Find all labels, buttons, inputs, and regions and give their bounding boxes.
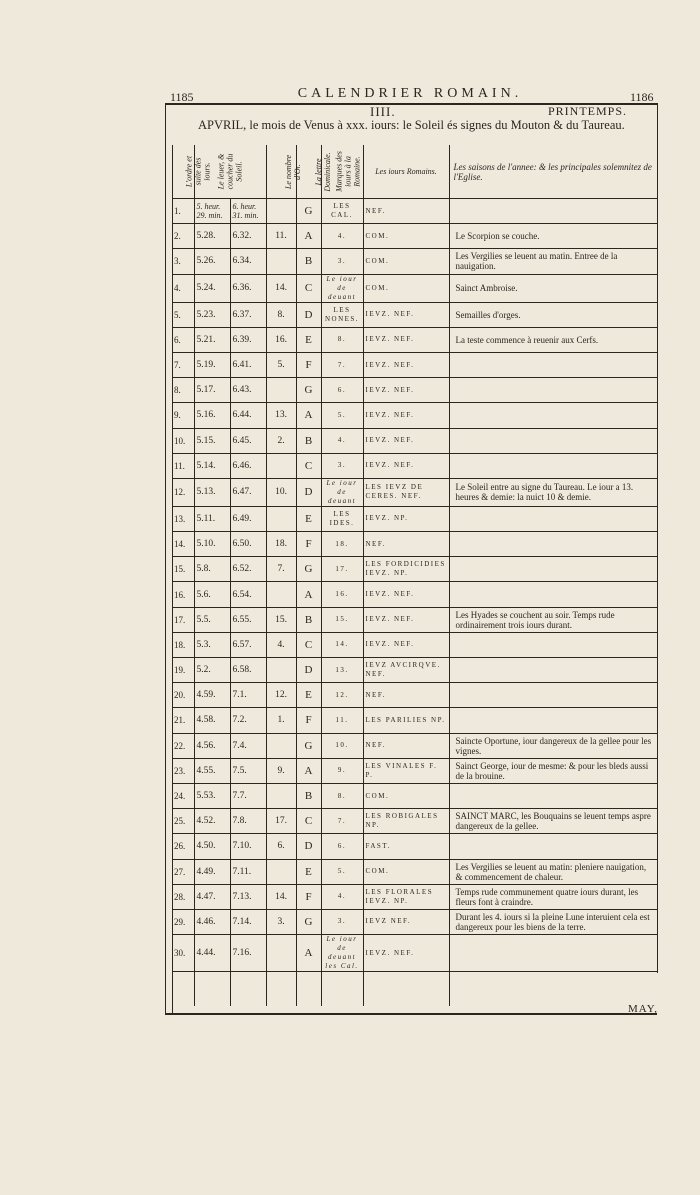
sunset-cell: 6.58.	[230, 658, 266, 683]
golden-number-cell: 4.	[266, 632, 296, 657]
golden-number-cell	[266, 453, 296, 478]
sunset-cell: 6.49.	[230, 506, 266, 531]
dominical-letter-cell: A	[296, 224, 321, 249]
sunset-cell: 6.55.	[230, 607, 266, 632]
golden-number-cell: 5.	[266, 352, 296, 377]
dominical-letter-cell: A	[296, 758, 321, 783]
dominical-letter-cell: G	[296, 909, 321, 934]
roman-mark-cell: 5.	[321, 403, 363, 428]
month-heading: APVRIL, le mois de Venus à xxx. iours: le Soleil és signes du Mouton & du Taureau.	[198, 118, 625, 132]
season-note-cell	[449, 632, 657, 657]
roman-mark-cell: Le iour de deuant les Cal.	[321, 935, 363, 972]
dominical-letter-cell: E	[296, 859, 321, 884]
season-note-cell	[449, 403, 657, 428]
table-row	[172, 884, 657, 909]
golden-number-cell	[266, 378, 296, 403]
golden-number-cell: 14.	[266, 884, 296, 909]
table-row	[172, 199, 657, 224]
roman-day-cell: IEVZ AVCIRQVE. NEF.	[363, 658, 449, 683]
blank-cell	[172, 972, 194, 1007]
table-row	[172, 809, 657, 834]
dominical-letter-cell: G	[296, 378, 321, 403]
season-note-cell	[449, 532, 657, 557]
blank-cell	[266, 972, 296, 1007]
golden-number-cell: 16.	[266, 327, 296, 352]
right-border	[657, 103, 658, 973]
table-row	[172, 582, 657, 607]
sunrise-cell: 5. heur. 29. min.	[194, 199, 230, 224]
roman-mark-cell: 14.	[321, 632, 363, 657]
dominical-letter-cell: G	[296, 557, 321, 582]
dominical-letter-cell: B	[296, 249, 321, 274]
dominical-letter-cell: A	[296, 582, 321, 607]
sunset-cell: 6.57.	[230, 632, 266, 657]
golden-number-cell: 18.	[266, 532, 296, 557]
sunrise-cell: 4.44.	[194, 935, 230, 972]
season-note-cell: Les Hyades se couchent au soir. Temps rude ordinairement trois iours durant.	[449, 607, 657, 632]
catchword: MAY,	[628, 1003, 658, 1015]
roman-mark-cell: 18.	[321, 532, 363, 557]
season-note-cell: Les Vergilies se leuent au matin: pleniere nauigation, & commencement de chaleur.	[449, 859, 657, 884]
roman-mark-cell: 10.	[321, 733, 363, 758]
roman-mark-cell: LES NONES.	[321, 302, 363, 327]
sunset-cell: 7.1.	[230, 683, 266, 708]
table-row	[172, 733, 657, 758]
roman-day-cell: LES FLORALES IEVZ. NP.	[363, 884, 449, 909]
table-row	[172, 532, 657, 557]
blank-cell	[194, 972, 230, 1007]
sunrise-cell: 5.17.	[194, 378, 230, 403]
day-number-cell: 18.	[172, 632, 194, 657]
dominical-letter-cell: E	[296, 506, 321, 531]
table-row	[172, 658, 657, 683]
roman-day-cell: IEVZ. NEF.	[363, 453, 449, 478]
sunrise-cell: 5.8.	[194, 557, 230, 582]
day-number-cell: 7.	[172, 352, 194, 377]
dominical-letter-cell: C	[296, 274, 321, 302]
month-number: IIII.	[370, 104, 396, 119]
season-note-cell	[449, 658, 657, 683]
sunrise-cell: 4.59.	[194, 683, 230, 708]
table-row	[172, 378, 657, 403]
day-number-cell: 10.	[172, 428, 194, 453]
day-number-cell: 12.	[172, 478, 194, 506]
roman-mark-cell: 6.	[321, 378, 363, 403]
left-border	[165, 103, 166, 1015]
season-note-cell: Le Soleil entre au signe du Taureau. Le iour a 13. heures & demie: la nuict 10 & demie.	[449, 478, 657, 506]
roman-mark-cell: 9.	[321, 758, 363, 783]
golden-number-cell: 2.	[266, 428, 296, 453]
roman-mark-cell: 5.	[321, 859, 363, 884]
roman-day-cell: LES ROBIGALES NP.	[363, 809, 449, 834]
roman-mark-cell: 12.	[321, 683, 363, 708]
roman-day-cell: IEVZ. NP.	[363, 506, 449, 531]
sunset-cell: 6.46.	[230, 453, 266, 478]
sunrise-cell: 5.23.	[194, 302, 230, 327]
sunset-cell: 7.13.	[230, 884, 266, 909]
col-header-sun: Le leuer, & coucher du Soleil.	[194, 145, 266, 199]
page-number-right: 1186	[630, 90, 654, 104]
season-note-cell	[449, 557, 657, 582]
dominical-letter-cell: C	[296, 453, 321, 478]
dominical-letter-cell: B	[296, 783, 321, 808]
day-number-cell: 27.	[172, 859, 194, 884]
golden-number-cell	[266, 783, 296, 808]
dominical-letter-cell: F	[296, 884, 321, 909]
day-number-cell: 20.	[172, 683, 194, 708]
blank-cell	[296, 972, 321, 1007]
col-header-letter: La lettre Dominicale.	[296, 145, 321, 199]
col-header-roman: Les iours Romains.	[363, 145, 449, 199]
day-number-cell: 11.	[172, 453, 194, 478]
dominical-letter-cell: B	[296, 607, 321, 632]
roman-mark-cell: 3.	[321, 909, 363, 934]
dominical-letter-cell: C	[296, 632, 321, 657]
roman-day-cell: NEF.	[363, 733, 449, 758]
roman-mark-cell: 6.	[321, 834, 363, 859]
season-note-cell	[449, 352, 657, 377]
season-label: PRINTEMPS.	[548, 104, 628, 118]
golden-number-cell: 8.	[266, 302, 296, 327]
roman-day-cell: NEF.	[363, 683, 449, 708]
dominical-letter-cell: F	[296, 532, 321, 557]
table-row	[172, 909, 657, 934]
sunrise-cell: 5.19.	[194, 352, 230, 377]
sunrise-cell: 5.13.	[194, 478, 230, 506]
golden-number-cell: 12.	[266, 683, 296, 708]
golden-number-cell: 6.	[266, 834, 296, 859]
col-header-day: L'ordre et suite des iours.	[172, 145, 194, 199]
roman-day-cell: NEF.	[363, 199, 449, 224]
roman-mark-cell: 8.	[321, 783, 363, 808]
season-note-cell	[449, 834, 657, 859]
sunrise-cell: 5.24.	[194, 274, 230, 302]
roman-day-cell: IEVZ. NEF.	[363, 352, 449, 377]
day-number-cell: 6.	[172, 327, 194, 352]
roman-day-cell: FAST.	[363, 834, 449, 859]
roman-day-cell: COM.	[363, 274, 449, 302]
roman-day-cell: IEVZ. NEF.	[363, 428, 449, 453]
season-note-cell: SAINCT MARC, les Bouquains se leuent temps aspre dangereux de la gellee.	[449, 809, 657, 834]
day-number-cell: 17.	[172, 607, 194, 632]
sunrise-cell: 4.50.	[194, 834, 230, 859]
sunset-cell: 6.43.	[230, 378, 266, 403]
dominical-letter-cell: G	[296, 199, 321, 224]
season-note-cell	[449, 199, 657, 224]
roman-day-cell: COM.	[363, 859, 449, 884]
golden-number-cell	[266, 935, 296, 972]
col-header-marks: Marques des iours à la Romaine.	[321, 145, 363, 199]
sunset-cell: 6.32.	[230, 224, 266, 249]
day-number-cell: 28.	[172, 884, 194, 909]
roman-mark-cell: 16.	[321, 582, 363, 607]
sunset-cell: 6.54.	[230, 582, 266, 607]
day-number-cell: 4.	[172, 274, 194, 302]
roman-day-cell: IEVZ. NEF.	[363, 327, 449, 352]
dominical-letter-cell: A	[296, 403, 321, 428]
page-number-left: 1185	[170, 90, 194, 104]
day-number-cell: 23.	[172, 758, 194, 783]
sunset-cell: 7.4.	[230, 733, 266, 758]
sunset-cell: 6. heur. 31. min.	[230, 199, 266, 224]
sunrise-cell: 5.2.	[194, 658, 230, 683]
golden-number-cell: 11.	[266, 224, 296, 249]
sunset-cell: 7.11.	[230, 859, 266, 884]
day-number-cell: 15.	[172, 557, 194, 582]
table-row	[172, 783, 657, 808]
sunrise-cell: 4.46.	[194, 909, 230, 934]
header-row	[172, 145, 657, 199]
season-note-cell	[449, 683, 657, 708]
dominical-letter-cell: C	[296, 809, 321, 834]
sunrise-cell: 5.10.	[194, 532, 230, 557]
table-row	[172, 428, 657, 453]
table-row	[172, 557, 657, 582]
golden-number-cell	[266, 658, 296, 683]
sunset-cell: 6.50.	[230, 532, 266, 557]
golden-number-cell: 1.	[266, 708, 296, 733]
season-note-cell: Sainct Ambroise.	[449, 274, 657, 302]
roman-day-cell: COM.	[363, 783, 449, 808]
table-row	[172, 708, 657, 733]
sunrise-cell: 4.58.	[194, 708, 230, 733]
season-note-cell: Durant les 4. iours si la pleine Lune interuient cela est dangereux pour les biens de la terre.	[449, 909, 657, 934]
golden-number-cell: 7.	[266, 557, 296, 582]
golden-number-cell: 13.	[266, 403, 296, 428]
roman-mark-cell: Le iour de deuant	[321, 274, 363, 302]
table-row	[172, 403, 657, 428]
roman-day-cell: IEVZ. NEF.	[363, 582, 449, 607]
roman-mark-cell: 17.	[321, 557, 363, 582]
dominical-letter-cell: D	[296, 834, 321, 859]
roman-mark-cell: 4.	[321, 884, 363, 909]
sunset-cell: 7.5.	[230, 758, 266, 783]
season-note-cell	[449, 783, 657, 808]
table-row	[172, 632, 657, 657]
season-note-cell: La teste commence à reuenir aux Cerfs.	[449, 327, 657, 352]
sunset-cell: 7.8.	[230, 809, 266, 834]
sunrise-cell: 5.14.	[194, 453, 230, 478]
table-row	[172, 607, 657, 632]
table-row	[172, 683, 657, 708]
roman-day-cell: LES IEVZ DE CERES. NEF.	[363, 478, 449, 506]
season-note-cell: Temps rude communement quatre iours durant, les fleurs font à craindre.	[449, 884, 657, 909]
dominical-letter-cell: F	[296, 352, 321, 377]
blank-row	[172, 972, 657, 1007]
col-header-golden: Le nombre d'Or.	[266, 145, 296, 199]
sunrise-cell: 5.26.	[194, 249, 230, 274]
golden-number-cell: 9.	[266, 758, 296, 783]
sunrise-cell: 5.53.	[194, 783, 230, 808]
golden-number-cell: 14.	[266, 274, 296, 302]
blank-cell	[449, 972, 657, 1007]
roman-mark-cell: 8.	[321, 327, 363, 352]
dominical-letter-cell: F	[296, 708, 321, 733]
day-number-cell: 16.	[172, 582, 194, 607]
day-number-cell: 19.	[172, 658, 194, 683]
dominical-letter-cell: A	[296, 935, 321, 972]
roman-day-cell: IEVZ NEF.	[363, 909, 449, 934]
sunset-cell: 6.41.	[230, 352, 266, 377]
day-number-cell: 2.	[172, 224, 194, 249]
sunrise-cell: 5.6.	[194, 582, 230, 607]
roman-mark-cell: LES IDES.	[321, 506, 363, 531]
roman-mark-cell: 7.	[321, 809, 363, 834]
day-number-cell: 9.	[172, 403, 194, 428]
blank-cell	[321, 972, 363, 1007]
sunrise-cell: 5.21.	[194, 327, 230, 352]
running-title: CALENDRIER ROMAIN.	[297, 86, 523, 101]
golden-number-cell: 17.	[266, 809, 296, 834]
golden-number-cell	[266, 506, 296, 531]
day-number-cell: 21.	[172, 708, 194, 733]
dominical-letter-cell: D	[296, 302, 321, 327]
golden-number-cell: 10.	[266, 478, 296, 506]
table-row	[172, 453, 657, 478]
table-body	[172, 199, 657, 1007]
roman-day-cell: LES VINALES F. P.	[363, 758, 449, 783]
sunset-cell: 7.16.	[230, 935, 266, 972]
bottom-rule	[165, 1013, 657, 1015]
roman-day-cell: IEVZ. NEF.	[363, 607, 449, 632]
roman-day-cell: IEVZ. NEF.	[363, 935, 449, 972]
day-number-cell: 1.	[172, 199, 194, 224]
day-number-cell: 30.	[172, 935, 194, 972]
golden-number-cell	[266, 733, 296, 758]
dominical-letter-cell: B	[296, 428, 321, 453]
day-number-cell: 25.	[172, 809, 194, 834]
golden-number-cell	[266, 249, 296, 274]
season-note-cell	[449, 935, 657, 972]
table-row	[172, 935, 657, 972]
sunrise-cell: 5.5.	[194, 607, 230, 632]
dominical-letter-cell: E	[296, 327, 321, 352]
day-number-cell: 24.	[172, 783, 194, 808]
roman-day-cell: LES FORDICIDIES IEVZ. NP.	[363, 557, 449, 582]
season-note-cell	[449, 428, 657, 453]
sunset-cell: 6.45.	[230, 428, 266, 453]
roman-day-cell: NEF.	[363, 532, 449, 557]
golden-number-cell: 3.	[266, 909, 296, 934]
day-number-cell: 22.	[172, 733, 194, 758]
sunset-cell: 7.7.	[230, 783, 266, 808]
golden-number-cell	[266, 859, 296, 884]
sunset-cell: 6.52.	[230, 557, 266, 582]
day-number-cell: 5.	[172, 302, 194, 327]
roman-mark-cell: 13.	[321, 658, 363, 683]
sunset-cell: 6.36.	[230, 274, 266, 302]
table-row	[172, 478, 657, 506]
table-row	[172, 834, 657, 859]
table-row	[172, 224, 657, 249]
roman-day-cell: IEVZ. NEF.	[363, 302, 449, 327]
sunset-cell: 6.44.	[230, 403, 266, 428]
col-header-seasons: Les saisons de l'annee: & les principales solemnitez de l'Eglise.	[449, 145, 657, 199]
day-number-cell: 14.	[172, 532, 194, 557]
sunset-cell: 7.14.	[230, 909, 266, 934]
calendar-table	[172, 145, 657, 1006]
roman-day-cell: IEVZ. NEF.	[363, 403, 449, 428]
season-note-cell: Les Vergilies se leuent au matin. Entree de la nauigation.	[449, 249, 657, 274]
sunrise-cell: 4.55.	[194, 758, 230, 783]
season-note-cell: Saincte Oportune, iour dangereux de la gellee pour les vignes.	[449, 733, 657, 758]
dominical-letter-cell: D	[296, 658, 321, 683]
sunrise-cell: 5.28.	[194, 224, 230, 249]
table-row	[172, 859, 657, 884]
table-row	[172, 327, 657, 352]
roman-mark-cell: 11.	[321, 708, 363, 733]
season-note-cell	[449, 708, 657, 733]
table-row	[172, 758, 657, 783]
roman-mark-cell: 3.	[321, 249, 363, 274]
table-row	[172, 274, 657, 302]
dominical-letter-cell: E	[296, 683, 321, 708]
dominical-letter-cell: G	[296, 733, 321, 758]
table-row	[172, 249, 657, 274]
sunrise-cell: 5.3.	[194, 632, 230, 657]
roman-day-cell: COM.	[363, 224, 449, 249]
day-number-cell: 3.	[172, 249, 194, 274]
sunrise-cell: 4.52.	[194, 809, 230, 834]
dominical-letter-cell: D	[296, 478, 321, 506]
roman-mark-cell: 4.	[321, 224, 363, 249]
sunset-cell: 6.39.	[230, 327, 266, 352]
season-note-cell	[449, 378, 657, 403]
roman-day-cell: IEVZ. NEF.	[363, 378, 449, 403]
sunrise-cell: 5.15.	[194, 428, 230, 453]
roman-mark-cell: 4.	[321, 428, 363, 453]
sunset-cell: 7.2.	[230, 708, 266, 733]
roman-mark-cell: 3.	[321, 453, 363, 478]
roman-day-cell: LES PARILIES NP.	[363, 708, 449, 733]
day-number-cell: 13.	[172, 506, 194, 531]
sunrise-cell: 5.11.	[194, 506, 230, 531]
golden-number-cell	[266, 582, 296, 607]
season-note-cell: Le Scorpion se couche.	[449, 224, 657, 249]
roman-mark-cell: LES CAL.	[321, 199, 363, 224]
day-number-cell: 29.	[172, 909, 194, 934]
roman-mark-cell: 7.	[321, 352, 363, 377]
season-note-cell	[449, 453, 657, 478]
sunset-cell: 6.47.	[230, 478, 266, 506]
season-note-cell: Sainct George, iour de mesme: & pour les bleds aussi de la brouine.	[449, 758, 657, 783]
sunrise-cell: 4.47.	[194, 884, 230, 909]
sunrise-cell: 5.16.	[194, 403, 230, 428]
sunset-cell: 6.34.	[230, 249, 266, 274]
table-row	[172, 352, 657, 377]
golden-number-cell	[266, 199, 296, 224]
table-row	[172, 302, 657, 327]
roman-mark-cell: 15.	[321, 607, 363, 632]
sunrise-cell: 4.49.	[194, 859, 230, 884]
season-note-cell: Semailles d'orges.	[449, 302, 657, 327]
season-note-cell	[449, 506, 657, 531]
roman-day-cell: IEVZ. NEF.	[363, 632, 449, 657]
blank-cell	[363, 972, 449, 1007]
roman-mark-cell: Le iour de deuant	[321, 478, 363, 506]
table-row	[172, 506, 657, 531]
sunset-cell: 6.37.	[230, 302, 266, 327]
day-number-cell: 8.	[172, 378, 194, 403]
golden-number-cell: 15.	[266, 607, 296, 632]
roman-day-cell: COM.	[363, 249, 449, 274]
sunrise-cell: 4.56.	[194, 733, 230, 758]
season-note-cell	[449, 582, 657, 607]
blank-cell	[230, 972, 266, 1007]
day-number-cell: 26.	[172, 834, 194, 859]
sunset-cell: 7.10.	[230, 834, 266, 859]
